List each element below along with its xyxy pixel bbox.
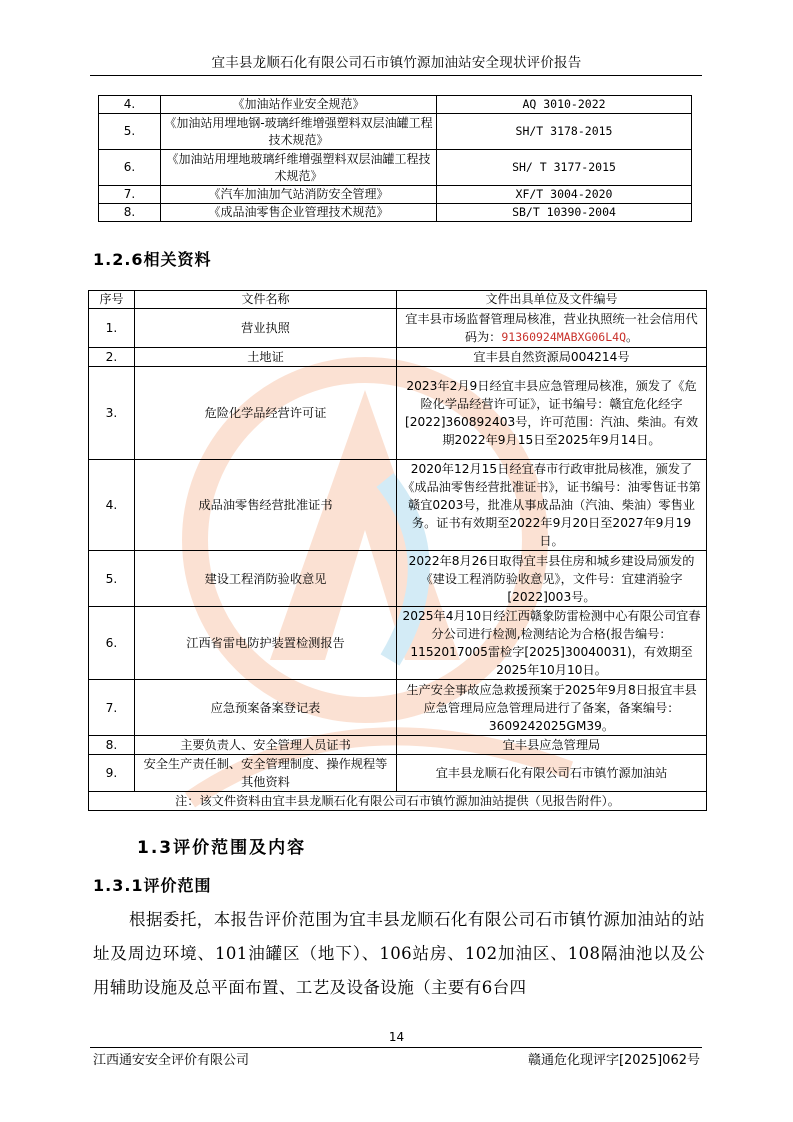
footer-rule (90, 1047, 702, 1048)
table-row (99, 114, 692, 150)
doc-issuer (397, 309, 707, 348)
header-rule (90, 75, 702, 76)
doc-no: 2. (89, 348, 135, 367)
doc-no: 9. (89, 755, 135, 792)
doc-no: 3. (89, 367, 135, 460)
table-row (99, 186, 692, 204)
standard-name: 《加油站用埋地玻璃纤维增强塑料双层油罐工程技术规范》 (161, 150, 437, 186)
standard-name: 《加油站用埋地钢-玻璃纤维增强塑料双层油罐工程技术规范》 (161, 114, 437, 150)
doc-issuer: 宜丰县龙顺石化有限公司石市镇竹源加油站 (397, 755, 707, 792)
standard-no: 4. (99, 96, 161, 114)
doc-issuer-text: 宜丰县市场监督管理局核准，营业执照统一社会信用代码为： (405, 312, 698, 344)
column-header-issuer: 文件出具单位及文件编号 (397, 291, 707, 309)
doc-no: 6. (89, 607, 135, 680)
doc-name: 营业执照 (135, 309, 397, 348)
doc-no: 1. (89, 309, 135, 348)
doc-name: 土地证 (135, 348, 397, 367)
page-number: 14 (388, 1030, 405, 1044)
table-row (89, 551, 707, 607)
standard-no: 7. (99, 186, 161, 204)
doc-no: 4. (89, 460, 135, 551)
section-heading-1-3-1: 1.3.1评价范围 (93, 876, 212, 895)
standard-code: XF/T 3004-2020 (437, 186, 692, 204)
standards-table (98, 95, 692, 222)
standard-code: SB/T 10390-2004 (437, 204, 692, 222)
standard-name: 《加油站作业安全规范》 (161, 96, 437, 114)
doc-issuer: 2025年4月10日经江西赣象防雷检测中心有限公司宜春分公司进行检测,检测结论为合格(报告编号：1152017005雷检字[2025]30040031)，有效期至2025年10月10日。 (397, 607, 707, 680)
table-note: 注：该文件资料由宜丰县龙顺石化有限公司石市镇竹源加油站提供（见报告附件）。 (89, 792, 707, 811)
doc-name: 危险化学品经营许可证 (135, 367, 397, 460)
doc-issuer: 2020年12月15日经宜春市行政审批局核准，颁发了《成品油零售经营批准证书》，证书编号：油零售证书第赣宜0203号，批准从事成品油（汽油、柴油）零售业务。证书有效期至2022年9月20日至2027年9月19日。 (397, 460, 707, 551)
table-row (99, 150, 692, 186)
table-row (89, 736, 707, 755)
doc-issuer: 2023年2月9日经宜丰县应急管理局核准，颁发了《危险化学品经营许可证》，证书编号：赣宜危化经字[2022]360892403号，许可范围：汽油、柴油。有效期2022年9月15日至2025年9月14日。 (397, 367, 707, 460)
standard-name: 《成品油零售企业管理技术规范》 (161, 204, 437, 222)
body-paragraph: 根据委托，本报告评价范围为宜丰县龙顺石化有限公司石市镇竹源加油站的站址及周边环境、101油罐区（地下）、106站房、102加油区、108隔油池以及公用辅助设施及总平面布置、工艺及设备设施（主要有6台四 (93, 910, 705, 997)
doc-name: 江西省雷电防护装置检测报告 (135, 607, 397, 680)
section-heading-1-3: 1.3评价范围及内容 (137, 838, 307, 858)
table-row (99, 204, 692, 222)
doc-no: 8. (89, 736, 135, 755)
doc-name: 应急预案备案登记表 (135, 680, 397, 736)
doc-issuer: 宜丰县应急管理局 (397, 736, 707, 755)
table-row (89, 460, 707, 551)
doc-name: 安全生产责任制、安全管理制度、操作规程等其他资料 (135, 755, 397, 792)
doc-name: 成品油零售经营批准证书 (135, 460, 397, 551)
column-header-name: 文件名称 (135, 291, 397, 309)
standard-code: AQ 3010-2022 (437, 96, 692, 114)
standard-no: 5. (99, 114, 161, 150)
section-heading-1-2-6: 1.2.6相关资料 (93, 250, 212, 269)
doc-issuer-suffix: 。 (626, 330, 639, 344)
standard-no: 8. (99, 204, 161, 222)
doc-issuer: 宜丰县自然资源局004214号 (397, 348, 707, 367)
standard-no: 6. (99, 150, 161, 186)
footer-report-number: 赣通危化现评字[2025]062号 (527, 1053, 700, 1068)
table-row (89, 680, 707, 736)
related-documents-table (88, 290, 707, 811)
page-header-title: 宜丰县龙顺石化有限公司石市镇竹源加油站安全现状评价报告 (211, 55, 582, 71)
table-note-row (89, 792, 707, 811)
standard-name: 《汽车加油加气站消防安全管理》 (161, 186, 437, 204)
doc-name: 主要负责人、安全管理人员证书 (135, 736, 397, 755)
doc-name: 建设工程消防验收意见 (135, 551, 397, 607)
table-header-row (89, 291, 707, 309)
standard-code: SH/ T 3177-2015 (437, 150, 692, 186)
table-row (89, 367, 707, 460)
column-header-no: 序号 (89, 291, 135, 309)
table-row (89, 348, 707, 367)
standard-code: SH/T 3178-2015 (437, 114, 692, 150)
doc-no: 5. (89, 551, 135, 607)
table-row (99, 96, 692, 114)
credit-code: 91360924MABXG06L4Q (501, 330, 626, 344)
footer-company: 江西通安安全评价有限公司 (93, 1053, 250, 1068)
table-row (89, 607, 707, 680)
doc-issuer: 2022年8月26日取得宜丰县住房和城乡建设局颁发的《建设工程消防验收意见》，文件号：宜建消验字[2022]003号。 (397, 551, 707, 607)
table-row (89, 755, 707, 792)
doc-no: 7. (89, 680, 135, 736)
table-row (89, 309, 707, 348)
doc-issuer: 生产安全事故应急救援预案于2025年9月8日报宜丰县应急管理局应急管理局进行了备案，备案编号：3609242025GM39。 (397, 680, 707, 736)
